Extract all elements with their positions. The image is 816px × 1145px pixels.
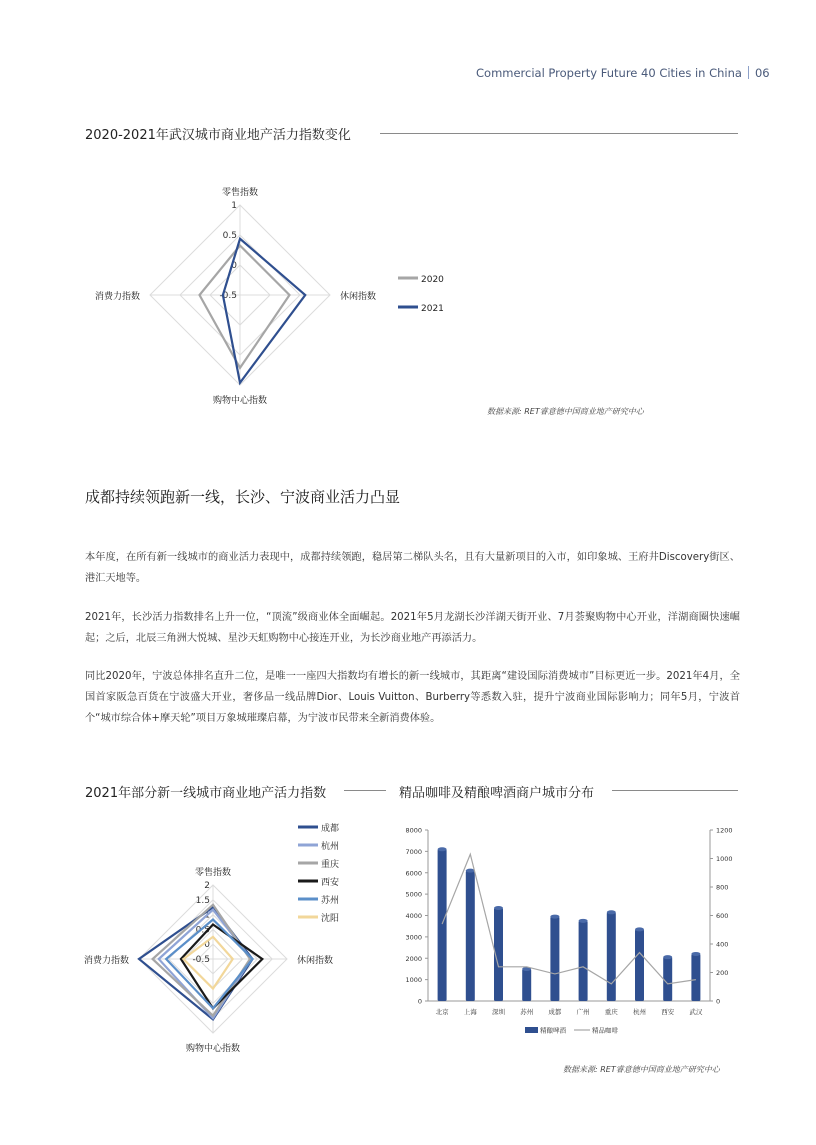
- y2-tick-label: 400: [716, 940, 729, 949]
- bar: [691, 954, 700, 1001]
- title-rule: [380, 133, 738, 134]
- x-tick-label: 苏州: [520, 1008, 534, 1016]
- y2-tick-label: 800: [716, 883, 729, 892]
- y-tick-label: 8000: [405, 826, 422, 835]
- y-tick-label: 4000: [405, 912, 422, 920]
- radar1-title: 2020-2021年武汉城市商业地产活力指数变化: [85, 128, 351, 143]
- x-tick-label: 重庆: [604, 1008, 618, 1016]
- report-title: Commercial Property Future 40 Cities in China: [476, 66, 742, 80]
- legend-swatch: [525, 1027, 538, 1033]
- axis-label: 购物中心指数: [212, 396, 268, 406]
- axis-label: 消费力指数: [83, 956, 129, 966]
- x-tick-label: 深圳: [492, 1008, 505, 1016]
- x-tick-label: 北京: [435, 1008, 449, 1016]
- bar-cap: [691, 952, 700, 956]
- paragraph-1: 本年度，在所有新一线城市的商业活力表现中，成都持续领跑，稳居第二梯队头名，且有大量新项目的入市，如印象城、王府井Discovery街区、港汇天地等。: [85, 552, 740, 584]
- legend-label: 杭州: [321, 842, 340, 852]
- legend-label: 2020: [421, 275, 444, 285]
- bar: [522, 969, 531, 1001]
- axis-label: 消费力指数: [94, 292, 140, 302]
- radar-tick-label: -0.5: [192, 955, 210, 965]
- radar-tick-label: 1: [231, 201, 237, 211]
- bar: [607, 912, 616, 1001]
- axis-label: 购物中心指数: [185, 1044, 241, 1054]
- x-tick-label: 上海: [463, 1008, 477, 1016]
- bar: [550, 917, 559, 1001]
- y2-tick-label: 200: [716, 969, 729, 977]
- y-tick-label: 0: [417, 997, 422, 1006]
- legend-label: 苏州: [321, 896, 340, 906]
- y-tick-label: 3000: [405, 933, 422, 942]
- y2-tick-label: 0: [716, 997, 721, 1006]
- legend-label: 西安: [321, 878, 340, 888]
- axis-label: 零售指数: [221, 188, 259, 198]
- radar-tick-label: 0: [231, 261, 237, 271]
- y2-tick-label: 600: [716, 912, 729, 920]
- bar-cap: [607, 910, 616, 914]
- axis-label: 零售指数: [194, 868, 232, 878]
- radar-tick-label: 2: [204, 881, 210, 891]
- radar-tick-label: 0: [204, 940, 210, 951]
- line-series: [442, 854, 696, 984]
- bar: [579, 921, 588, 1001]
- radar2-chart: [0, 815, 390, 1065]
- legend-label: 成都: [321, 824, 340, 834]
- radar-tick-label: 1.5: [195, 895, 210, 906]
- legend-label: 精品咖啡: [592, 1026, 618, 1035]
- radar-tick-label: 1: [204, 910, 210, 921]
- radar1-chart: [0, 178, 816, 478]
- bar-chart: [390, 820, 770, 1045]
- bar: [635, 929, 644, 1001]
- header-divider: [748, 66, 749, 79]
- bar-cap: [579, 919, 588, 923]
- radar2-title: 2021年部分新一线城市商业地产活力指数: [85, 786, 327, 801]
- bar: [663, 957, 672, 1001]
- y-tick-label: 7000: [405, 847, 422, 856]
- title-rule: [612, 790, 738, 791]
- radar-tick-label: 0.5: [195, 925, 210, 936]
- y-tick-label: 6000: [405, 869, 422, 878]
- paragraph-3: 同比2020年，宁波总体排名直升二位，是唯一一座四大指数均有增长的新一线城市，其距离“建设国际消费城市”目标更近一步。2021年4月，全国首家阪急百货在宁波盛大开业，奢侈品一线品牌Dior、Louis Vuitton、Burberry等悉数入驻，提升宁波商业国际影响力；同年5月，宁波首个“城市综合体+摩天轮”项目万象城璀璨启幕，为宁波市民带来全新消费体验。: [85, 671, 740, 724]
- title-rule: [344, 790, 386, 791]
- bar: [438, 849, 447, 1001]
- paragraph-2: 2021年，长沙活力指数排名上升一位，“顶流”级商业体全面崛起。2021年5月龙湖长沙洋湖天街开业、7月荟聚购物中心开业，洋湖商圈快速崛起；之后，北辰三角洲大悦城、星沙天虹购物中心接连开业，为长沙商业地产再添活力。: [85, 612, 740, 644]
- axis-label: 休闲指数: [297, 956, 334, 966]
- axis-label: 休闲指数: [340, 292, 377, 302]
- section-heading: 成都持续领跑新一线，长沙、宁波商业活力凸显: [85, 488, 401, 506]
- legend-label: 2021: [421, 304, 444, 314]
- page-number: 06: [754, 66, 770, 80]
- x-tick-label: 西安: [661, 1008, 675, 1016]
- bar-source: 数据来源: RET睿意德中国商业地产研究中心: [563, 1065, 720, 1074]
- bar-cap: [550, 915, 559, 919]
- bar-cap: [635, 927, 644, 931]
- y-tick-label: 2000: [405, 954, 422, 963]
- x-tick-label: 广州: [576, 1008, 590, 1016]
- legend-label: 精酿啤酒: [540, 1026, 566, 1035]
- x-tick-label: 杭州: [633, 1008, 646, 1016]
- bar-title: 精品咖啡及精酿啤酒商户城市分布: [399, 786, 595, 801]
- y-tick-label: 5000: [405, 890, 422, 899]
- radar-tick-label: -0.5: [219, 291, 237, 301]
- radar1-source: 数据来源: RET睿意德中国商业地产研究中心: [487, 407, 644, 416]
- y2-tick-label: 1200: [716, 826, 733, 835]
- legend-label: 沈阳: [321, 914, 340, 924]
- page-header: [476, 66, 770, 80]
- y2-tick-label: 1000: [716, 855, 733, 863]
- legend-label: 重庆: [321, 860, 340, 870]
- x-tick-label: 武汉: [689, 1008, 703, 1016]
- bar-cap: [663, 955, 672, 959]
- bar-cap: [494, 906, 503, 910]
- y-tick-label: 1000: [405, 976, 422, 985]
- bar-cap: [438, 847, 447, 851]
- bar: [466, 871, 475, 1001]
- radar-tick-label: 0.5: [222, 231, 237, 241]
- x-tick-label: 成都: [548, 1008, 562, 1016]
